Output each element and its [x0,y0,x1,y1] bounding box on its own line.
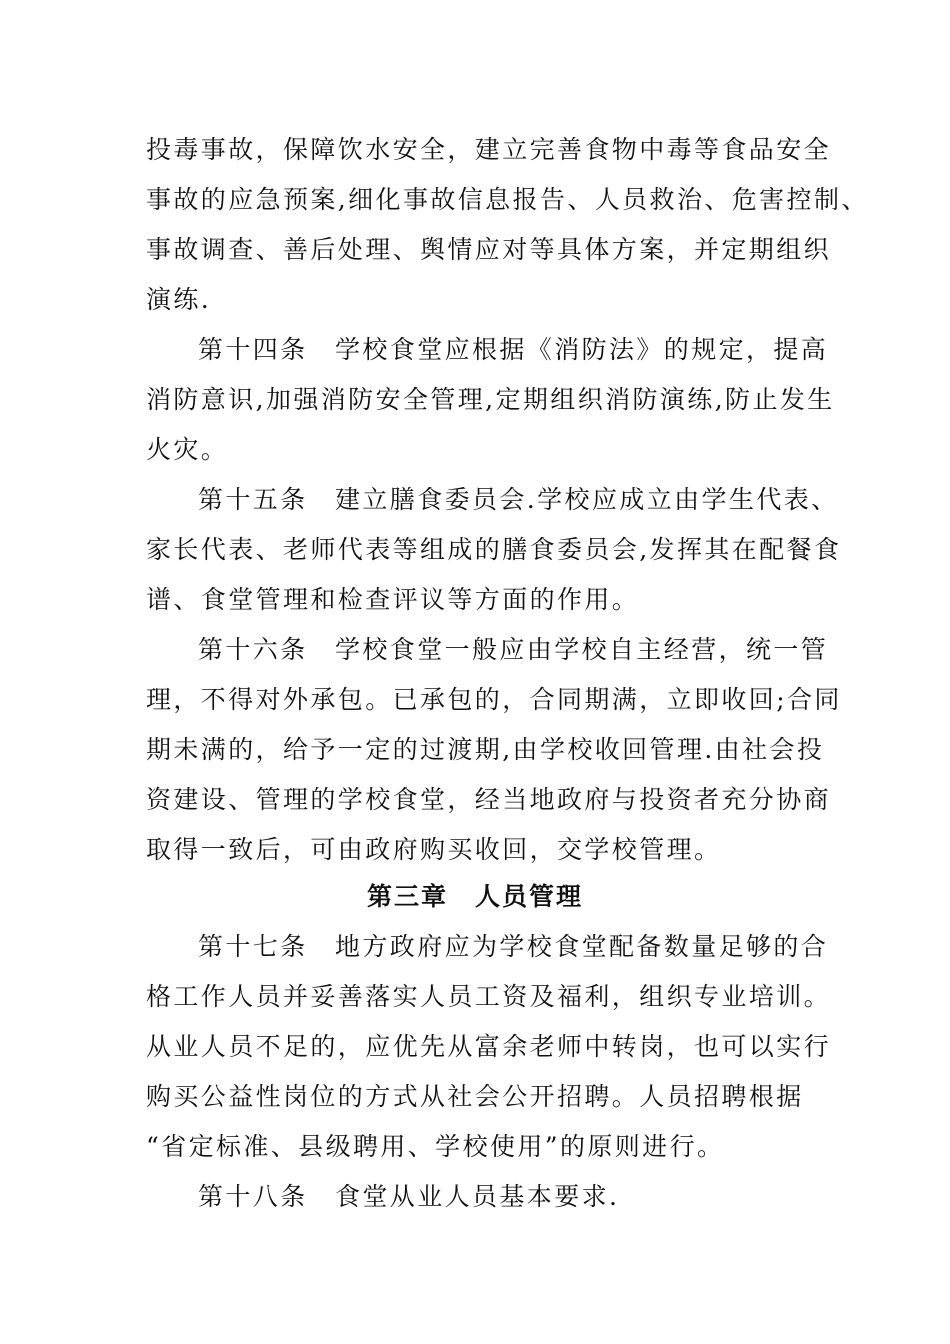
paragraph-line: 消防意识,加强消防安全管理,定期组织消防演练,防止发生 [146,385,835,414]
paragraph-line: 火灾。 [146,435,229,464]
paragraph-line: 演练. [146,285,212,314]
article-14-heading-line: 第十四条 学校食堂应根据《消防法》的规定，提高 [198,335,829,364]
article-17-heading-line: 第十七条 地方政府应为学校食堂配备数量足够的合 [198,932,829,961]
paragraph-line: 从业人员不足的，应优先从富余老师中转岗，也可以实行 [146,1032,832,1061]
paragraph-line: 谱、食堂管理和检查评议等方面的作用。 [146,585,640,614]
chapter-3-title: 第三章 人员管理 [366,882,583,911]
paragraph-line: “省定标准、县级聘用、学校使用”的原则进行。 [146,1132,725,1161]
paragraph-line: 购买公益性岗位的方式从社会公开招聘。人员招聘根据 [146,1082,804,1111]
paragraph-line: 期未满的，给予一定的过渡期,由学校收回管理.由社会投 [146,735,825,764]
paragraph-line: 事故调查、善后处理、舆情应对等具体方案，并定期组织 [146,235,832,264]
paragraph-line: 投毒事故，保障饮水安全，建立完善食物中毒等食品安全 [146,135,832,164]
paragraph-line: 事故的应急预案,细化事故信息报告、人员救治、危害控制、 [146,185,869,214]
article-18-heading-line: 第十八条 食堂从业人员基本要求. [198,1182,620,1211]
paragraph-line: 格工作人员并妥善落实人员工资及福利，组织专业培训。 [146,982,832,1011]
paragraph-line: 资建设、管理的学校食堂，经当地政府与投资者充分协商 [146,785,832,814]
article-16-heading-line: 第十六条 学校食堂一般应由学校自主经营，统一管 [198,635,829,664]
paragraph-line: 家长代表、老师代表等组成的膳食委员会,发挥其在配餐食 [146,535,842,564]
paragraph-line: 取得一致后，可由政府购买收回，交学校管理。 [146,835,722,864]
paragraph-line: 理，不得对外承包。已承包的，合同期满，立即收回;合同 [146,685,842,714]
article-15-heading-line: 第十五条 建立膳食委员会.学校应成立由学生代表、 [198,485,839,514]
